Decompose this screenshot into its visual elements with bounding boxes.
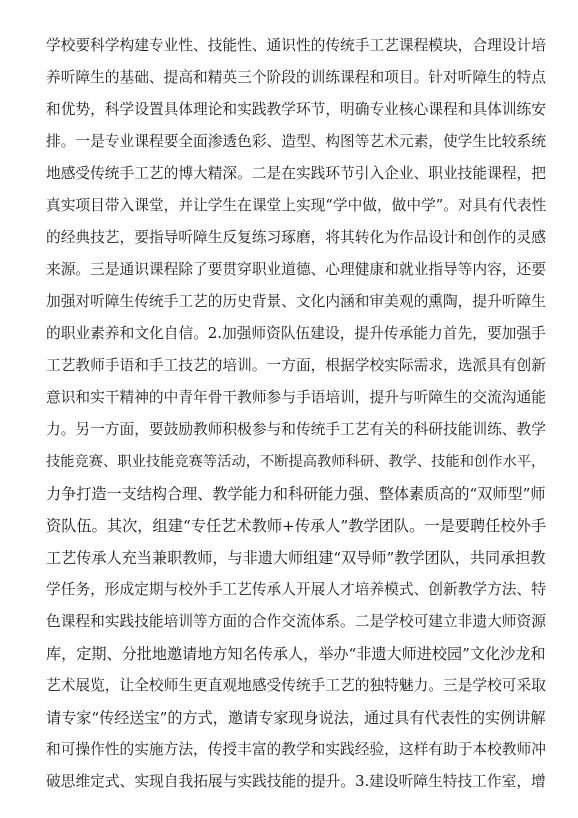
text-line: 来源。三是通识课程除了要贯穿职业道德、心理健康和就业指导等内容，还要	[46, 261, 546, 278]
text-line: 色课程和实践技能培训等方面的合作交流体系。二是学校可建立非遗大师资源	[46, 613, 546, 630]
text-line: 加强对听障生传统手工艺的历史背景、文化内涵和审美观的熏陶，提升听障生	[46, 293, 546, 310]
text-line: 学校要科学构建专业性、技能性、通识性的传统手工艺课程模块，合理设计培	[46, 37, 546, 54]
text-line: 力争打造一支结构合理、教学能力和科研能力强、整体素质高的“双师型”师	[46, 485, 546, 503]
text-line: 意识和实干精神的中青年骨干教师参与手语培训，提升与听障生的交流沟通能	[46, 389, 546, 406]
text-line: 养听障生的基础、提高和精英三个阶段的训练课程和项目。针对听障生的特点	[46, 69, 546, 86]
text-line: 工艺教师手语和手工技艺的培训。一方面，根据学校实际需求，选派具有创新	[46, 357, 546, 374]
text-line: 真实项目带入课堂，并让学生在课堂上实现“学中做，做中学”。对具有代表性	[46, 197, 546, 214]
text-line: 和可操作性的实施方法，传授丰富的教学和实践经验，这样有助于本校教师冲	[46, 741, 546, 758]
text-line: 地感受传统手工艺的博大精深。二是在实践环节引入企业、职业技能课程，把	[46, 165, 546, 182]
text-line: 资队伍。其次，组建“专任艺术教师+传承人”教学团队。一是要聘任校外手	[46, 517, 546, 535]
text-line: 排。一是专业课程要全面渗透色彩、造型、构图等艺术元素，使学生比较系统	[46, 133, 546, 150]
text-line: 技能竞赛、职业技能竞赛等活动，不断提高教师科研、教学、技能和创作水平，	[46, 454, 546, 470]
text-line: 力。另一方面，要鼓励教师积极参与和传统手工艺有关的科研技能训练、教学	[46, 421, 546, 438]
text-line: 和优势，科学设置具体理论和实践教学环节，明确专业核心课程和具体训练安	[46, 101, 546, 118]
body-text	[46, 30, 546, 798]
text-line: 的经典技艺，要指导听障生反复练习琢磨，将其转化为作品设计和创作的灵感	[46, 229, 546, 246]
text-line: 学任务，形成定期与校外手工艺传承人开展人才培养模式、创新教学方法、特	[46, 581, 546, 598]
text-line: 破思维定式、实现自我拓展与实践技能的提升。3.建设听障生特技工作室，增	[46, 773, 546, 790]
text-line: 请专家“传经送宝”的方式，邀请专家现身说法，通过具有代表性的实例讲解	[46, 709, 546, 727]
text-line: 工艺传承人充当兼职教师，与非遗大师组建“双导师”教学团队，共同承担教	[46, 549, 546, 567]
text-line: 艺术展览，让全校师生更直观地感受传统手工艺的独特魅力。三是学校可采取	[46, 677, 546, 694]
text-line: 的职业素养和文化自信。2.加强师资队伍建设，提升传承能力首先，要加强手	[46, 325, 546, 342]
text-line: 库，定期、分批地邀请地方知名传承人，举办“非遗大师进校园”文化沙龙和	[46, 645, 546, 663]
